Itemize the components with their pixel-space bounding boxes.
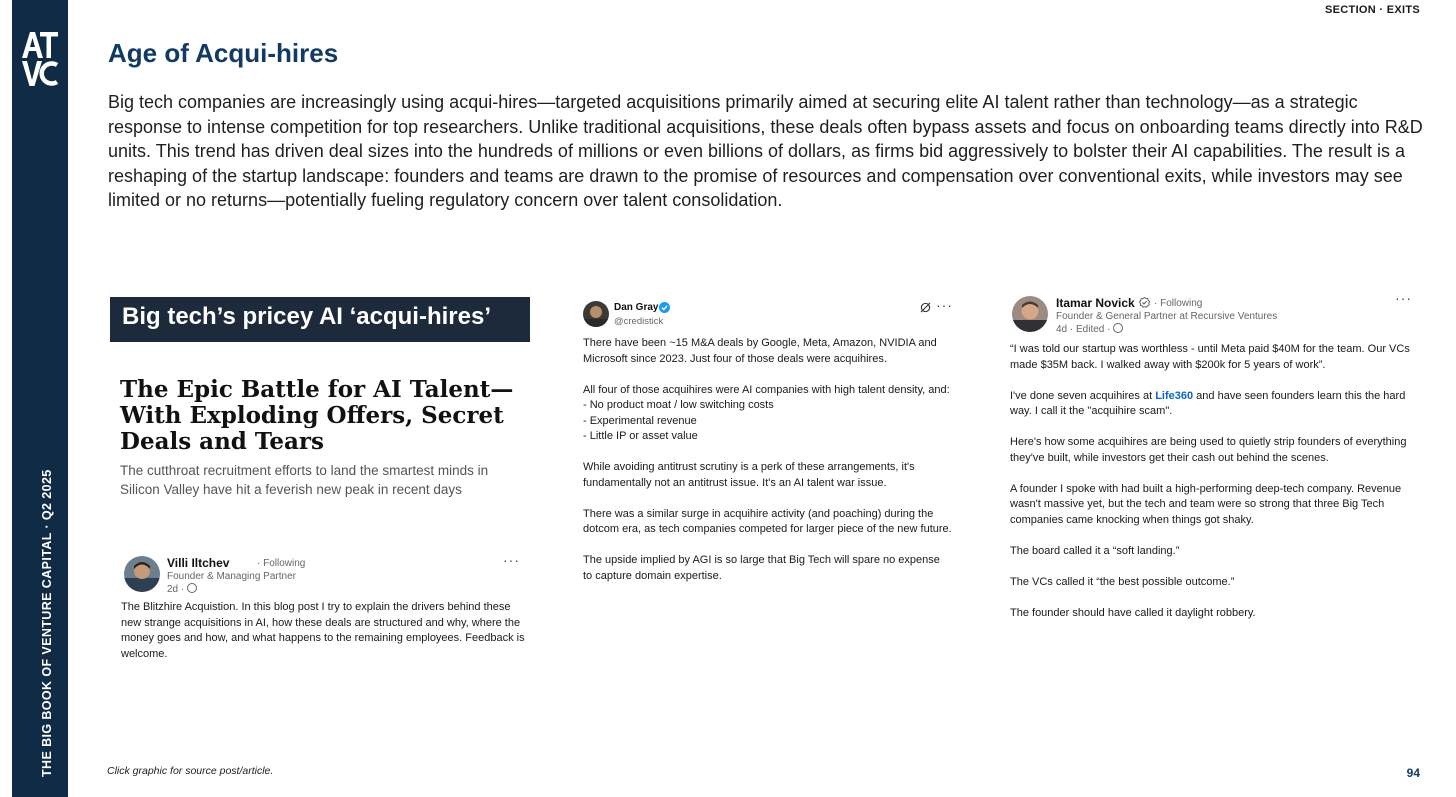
more-horizontal-icon[interactable]: ··· bbox=[936, 297, 953, 313]
atvc-logo-icon bbox=[20, 30, 60, 88]
itamar-paragraph bbox=[1010, 389, 1420, 420]
villi-post-body: The Blitzhire Acquistion. In this blog post I try to explain the drivers behind these new strange acquisitions in AI, how these deals are structured and why, where the money goes and how, and what happens to the remaining employees. Feedback is welcome. bbox=[121, 601, 525, 660]
itamar-post-body bbox=[1010, 342, 1420, 621]
intro-paragraph: Big tech companies are increasingly using acqui-hires—targeted acquisitions primarily aimed at securing elite AI talent rather than technology—as a strategic response to intense competition for top researchers. Unlike traditional acquisitions, these deals often bypass assets and focus on onboarding teams directly into R&D units. This trend has driven deal sizes into the hundreds of millions or even billions of dollars, as firms bid aggressively to bolster their AI capabilities. The result is a reshaping of the startup landscape: founders and teams are drawn to the promise of resources and compensation over conventional exits, while investors may see limited or no returns—potentially fueling regulatory concern over talent consolidation. bbox=[108, 92, 1423, 210]
source-footnote: Click graphic for source post/article. bbox=[107, 765, 274, 777]
villi-following[interactable]: · Following bbox=[257, 558, 306, 569]
itamar-name[interactable]: Itamar Novick bbox=[1056, 296, 1135, 310]
page-number: 94 bbox=[1406, 766, 1420, 780]
villi-headline: Founder & Managing Partner bbox=[167, 571, 296, 582]
wsj-subhead: The cutthroat recruitment efforts to land the smartest minds in Silicon Valley have hit a feverish new peak in recent days bbox=[120, 463, 489, 497]
life360-link[interactable]: Life360 bbox=[1155, 389, 1194, 402]
itamar-paragraph: The VCs called it “the best possible outcome.” bbox=[1010, 575, 1235, 588]
dan-name[interactable]: Dan Gray bbox=[614, 302, 659, 313]
wsj-headline: The Epic Battle for AI Talent—With Exploding Offers, Secret Deals and Tears bbox=[120, 376, 514, 455]
globe-icon bbox=[1113, 323, 1123, 333]
dan-gray-x-post[interactable] bbox=[582, 297, 952, 622]
itamar-linkedin-post[interactable] bbox=[1008, 292, 1420, 622]
itamar-paragraph: A founder I spoke with had built a high-performing deep-tech company. Revenue wasn't massive yet, but the tech and team were so strong that three Big Tech companies came knocking when things got shaky. bbox=[1010, 482, 1402, 526]
verified-badge-icon bbox=[1139, 297, 1150, 308]
dan-post-body bbox=[583, 336, 952, 584]
villi-avatar bbox=[124, 556, 160, 592]
itamar-text: I've done seven acquihires at bbox=[1010, 389, 1156, 402]
itamar-paragraph: The founder should have called it daylight robbery. bbox=[1010, 606, 1256, 619]
itamar-time: 4d · Edited · bbox=[1056, 324, 1111, 335]
more-horizontal-icon[interactable]: ··· bbox=[1395, 290, 1412, 306]
wsj-banner: Big tech’s pricey AI ‘acqui-hires’ bbox=[110, 297, 530, 342]
villi-name[interactable]: Villi Iltchev bbox=[167, 556, 230, 570]
villi-linkedin-post[interactable] bbox=[118, 552, 530, 667]
itamar-paragraph: The board called it a “soft landing.” bbox=[1010, 544, 1180, 557]
dan-avatar bbox=[583, 301, 609, 327]
grok-icon[interactable] bbox=[920, 302, 931, 313]
book-title-vertical: THE BIG BOOK OF VENTURE CAPITAL · Q2 2025 bbox=[40, 469, 54, 777]
dan-paragraph: While avoiding antitrust scrutiny is a perk of these arrangements, it's fundamentally not an antitrust issue. It's an AI talent war issue. bbox=[583, 461, 915, 489]
villi-timestamp bbox=[167, 583, 197, 595]
page-title: Age of Acqui-hires bbox=[108, 38, 339, 68]
dan-paragraph: There was a similar surge in acquihire activity (and poaching) during the dotcom era, as tech companies competed for larger piece of the new future. bbox=[583, 507, 952, 535]
dan-paragraph: The upside implied by AGI is so large that Big Tech will spare no expense to capture domain expertise. bbox=[583, 554, 940, 582]
dan-handle[interactable]: @credistick bbox=[614, 316, 664, 327]
itamar-paragraph: Here's how some acquihires are being used to quietly strip founders of everything they've built, while investors get their cash out behind the scenes. bbox=[1010, 436, 1407, 464]
dan-paragraph: All four of those acquihires were AI companies with high talent density, and: - No product moat / low switching costs - Experimental revenue - Little IP or asset value bbox=[583, 383, 950, 442]
itamar-text: and have seen founders learn this the hard way. I call it the "acquihire scam". bbox=[1010, 389, 1406, 417]
verified-badge-icon bbox=[659, 302, 670, 313]
itamar-headline: Founder & General Partner at Recursive Ventures bbox=[1056, 311, 1278, 322]
itamar-paragraph: “I was told our startup was worthless - until Meta paid $40M for the team. Our VCs made $35M back. I walked away with $200k for 5 years of work”. bbox=[1010, 343, 1410, 371]
dan-paragraph: There have been ~15 M&A deals by Google, Meta, Amazon, NVIDIA and Microsoft since 2023. Just four of those deals were acquihires. bbox=[583, 337, 937, 365]
itamar-timestamp bbox=[1056, 323, 1123, 335]
section-label: SECTION · EXITS bbox=[1325, 4, 1420, 16]
itamar-avatar bbox=[1012, 296, 1048, 332]
itamar-following[interactable]: · Following bbox=[1154, 298, 1203, 309]
globe-icon bbox=[187, 583, 197, 593]
more-horizontal-icon[interactable]: ··· bbox=[503, 552, 520, 568]
villi-time: 2d · bbox=[167, 584, 185, 595]
